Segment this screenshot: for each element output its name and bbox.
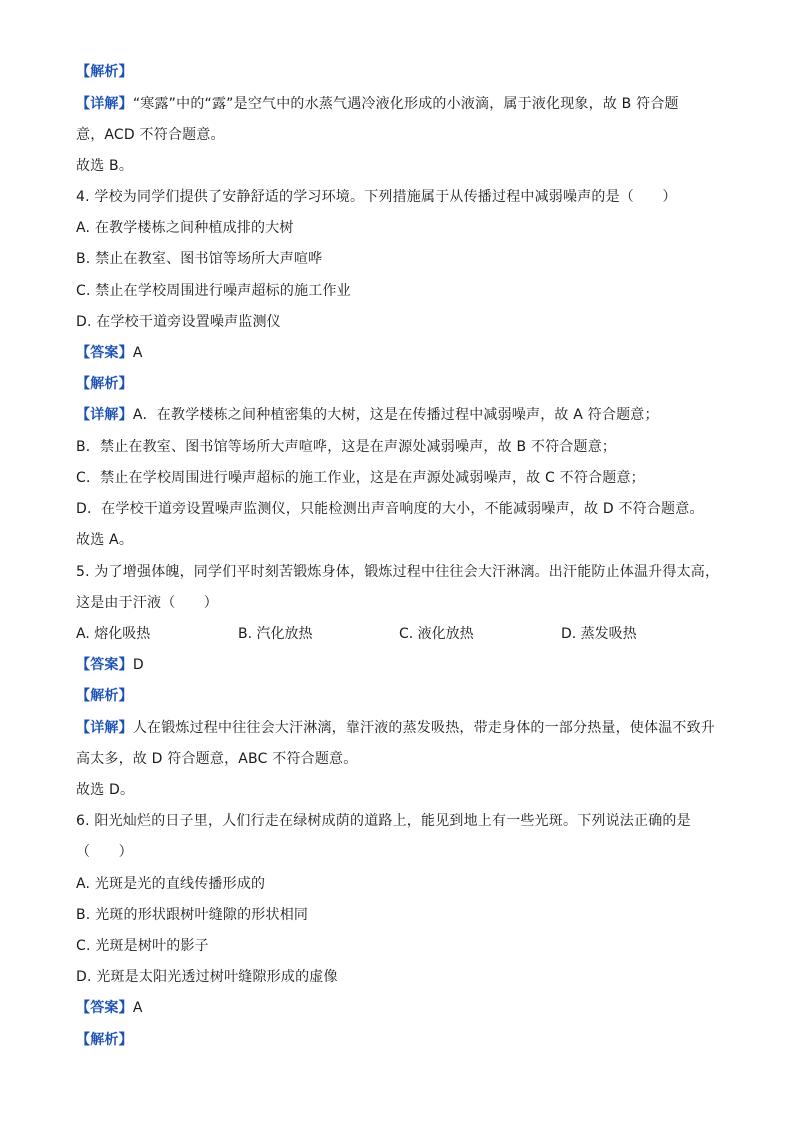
question-4-explanation-a [76,405,714,425]
explanation-tag: 【详解】 [76,96,133,112]
answer-tag: 【答案】 [76,345,133,361]
answer-value: D [132,657,144,673]
analysis-tag: 【解析】 [76,1032,133,1048]
question-6-option-c: C. 光斑是树叶的影子 [76,938,209,954]
answer-value: A [132,1000,143,1016]
question-4-option-a: A. 在教学楼栋之间种植成排的大树 [76,220,294,236]
question-4-option-c: C. 禁止在学校周围进行噪声超标的施工作业 [76,283,351,299]
analysis-heading-1 [76,62,714,82]
answer-tag: 【答案】 [76,1000,133,1016]
explanation-text: “寒露”中的“露”是空气中的水蒸气遇冷液化形成的小液滴，属于液化现象，故 B 符合题 [132,96,679,112]
question-4-option-b: B. 禁止在教室、图书馆等场所大声喧哗 [76,251,323,267]
question-5-option-d: D. 蒸发吸热 [561,626,637,642]
question-5-stem-line-1: 5. 为了增强体魄，同学们平时刻苦锻炼身体，锻炼过程中往往会大汗淋漓。出汗能防止体温升得太高， [76,564,720,580]
question-5-option-c: C. 液化放热 [399,626,474,642]
question-4-explanation-b: B．禁止在教室、图书馆等场所大声喧哗，这是在声源处减弱噪声，故 B 不符合题意； [76,439,617,455]
analysis-tag: 【解析】 [76,688,133,704]
answer-value: A [132,345,143,361]
question-5-analysis [76,686,714,706]
question-4-answer [76,343,714,363]
explanation-line-1 [76,94,714,114]
question-5-option-b: B. 汽化放热 [238,626,313,642]
question-6-stem-line-1: 6. 阳光灿烂的日子里，人们行走在绿树成荫的道路上，能见到地上有一些光斑。下列说法正确的是 [76,813,691,829]
question-4-explanation-d: D．在学校干道旁设置噪声监测仪，只能检测出声音响度的大小，不能减弱噪声，故 D 不符合题意。 [76,501,704,517]
question-6-option-d: D. 光斑是太阳光透过树叶缝隙形成的虚像 [76,969,338,985]
question-6-option-b: B. 光斑的形状跟树叶缝隙的形状相同 [76,907,309,923]
question-5-stem-line-2: 这是由于汗液（ ） [76,595,218,611]
explanation-tag: 【详解】 [76,720,133,736]
question-4-stem: 4. 学校为同学们提供了安静舒适的学习环境。下列措施属于从传播过程中减弱噪声的是（ ） [76,189,677,205]
question-6-analysis [76,1030,714,1050]
question-4-option-d: D. 在学校干道旁设置噪声监测仪 [76,314,281,330]
explanation-text: A．在教学楼栋之间种植密集的大树，这是在传播过程中减弱噪声，故 A 符合题意； [132,407,659,423]
question-6-option-a: A. 光斑是光的直线传播形成的 [76,876,266,892]
question-6-answer [76,998,714,1018]
answer-tag: 【答案】 [76,657,133,673]
answer-choice-line: 故选 B。 [76,158,134,174]
analysis-tag: 【解析】 [76,376,133,392]
question-6-stem-line-2: （ ） [76,844,133,860]
analysis-tag: 【解析】 [76,64,133,80]
question-5-choice: 故选 D。 [76,782,135,798]
question-5-answer [76,655,714,675]
question-4-explanation-c: C．禁止在学校周围进行噪声超标的施工作业，这是在声源处减弱噪声，故 C 不符合题意； [76,470,645,486]
question-4-choice: 故选 A。 [76,532,134,548]
question-4-analysis [76,374,714,394]
question-5-explanation-line-2: 高太多，故 D 符合题意，ABC 不符合题意。 [76,751,358,767]
question-5-option-a: A. 熔化吸热 [76,626,151,642]
explanation-tag: 【详解】 [76,407,133,423]
explanation-line-2: 意，ACD 不符合题意。 [76,127,225,143]
explanation-text: 人在锻炼过程中往往会大汗淋漓，靠汗液的蒸发吸热，带走身体的一部分热量，使体温不致升 [132,720,716,736]
question-5-explanation-line-1 [76,718,714,738]
